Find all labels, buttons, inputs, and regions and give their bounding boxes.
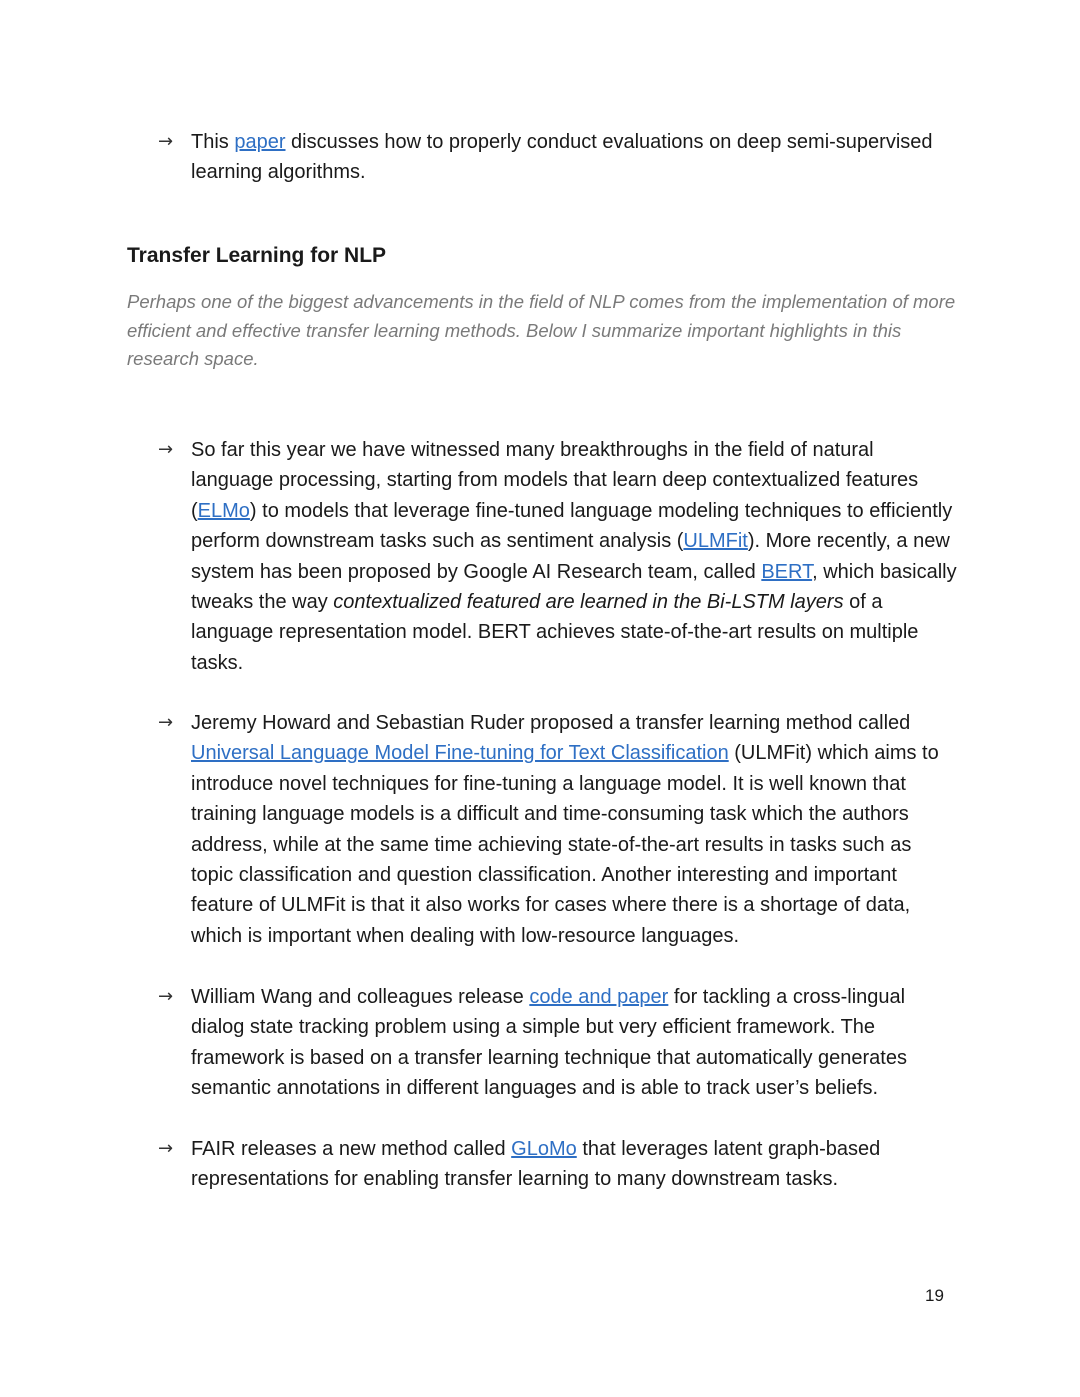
arrow-bullet-icon: → bbox=[158, 131, 174, 152]
arrow-bullet-icon: → bbox=[158, 986, 174, 1007]
list-item-text bbox=[191, 1134, 958, 1195]
text-segment: discusses how to properly conduct evaluations on deep semi-supervised learning algorithms. bbox=[191, 131, 933, 184]
ulmfit-link[interactable]: ULMFit bbox=[683, 530, 748, 553]
arrow-bullet-icon: → bbox=[158, 439, 174, 460]
list-item bbox=[158, 127, 958, 188]
section-intro: Perhaps one of the biggest advancements in the field of NLP comes from the implementation of more efficient and effective transfer learning methods. Below I summarize important highlights in this research space. bbox=[127, 291, 956, 369]
text-segment: This bbox=[191, 131, 235, 153]
text-segment: ). More recently, a new system has been proposed by Google AI Research team, called bbox=[191, 530, 950, 583]
text-segment: that leverages latent graph-based representations for enabling transfer learning to many downstream tasks. bbox=[191, 1138, 881, 1191]
list-item-text bbox=[191, 435, 958, 678]
bert-link[interactable]: BERT bbox=[761, 560, 813, 583]
text-segment: Jeremy Howard and Sebastian Ruder proposed a transfer learning method called bbox=[191, 712, 911, 734]
text-segment: FAIR releases a new method called bbox=[191, 1138, 512, 1160]
text-segment: for tackling a cross-lingual dialog state tracking problem using a simple but very efficient framework. The framework is based on a transfer learning technique that automatically generates semantic annotations in different languages and is able to track user’s beliefs. bbox=[191, 986, 907, 1100]
emphasized-text: contextualized featured are learned in the Bi-LSTM layers bbox=[333, 591, 844, 614]
text-segment: ) to models that leverage fine-tuned language modeling techniques to efficiently perform downstream tasks such as sentiment analysis ( bbox=[191, 499, 953, 553]
code-and-paper-link[interactable]: code and paper bbox=[529, 986, 669, 1008]
list-item bbox=[158, 435, 958, 678]
list-item-text bbox=[191, 127, 958, 188]
list-item bbox=[158, 1134, 958, 1195]
text-segment: William Wang and colleagues release bbox=[191, 986, 530, 1008]
text-segment: (ULMFit) which aims to introduce novel techniques for fine-tuning a language model. It is well known that training language models is a difficult and time-consuming task which the authors address, while at the same time achieving state-of-the-art results in tasks such as topic classification and question classification. Another interesting and important feature of ULMFit is that it also works for cases where there is a shortage of data, which is important when dealing with low-resource languages. bbox=[191, 742, 939, 947]
text-segment: So far this year we have witnessed many breakthroughs in the field of natural language processing, starting from models that learn deep contextualized features ( bbox=[191, 439, 919, 522]
text-segment: of a language representation model. BERT achieves state-of-the-art results on multiple tasks. bbox=[191, 591, 919, 674]
list-item-text bbox=[191, 708, 958, 951]
list-item bbox=[158, 708, 958, 951]
paper-link[interactable]: paper bbox=[234, 131, 286, 153]
text-segment: , which basically tweaks the way bbox=[191, 560, 957, 614]
arrow-bullet-icon: → bbox=[158, 712, 174, 733]
list-item bbox=[158, 982, 958, 1104]
glomo-link[interactable]: GLoMo bbox=[511, 1138, 577, 1160]
list-item-text bbox=[191, 982, 958, 1104]
elmo-link[interactable]: ELMo bbox=[197, 499, 250, 522]
ulmfit-paper-link[interactable]: Universal Language Model Fine-tuning for Text Classification bbox=[191, 742, 729, 765]
arrow-bullet-icon: → bbox=[158, 1138, 174, 1159]
section-heading: Transfer Learning for NLP bbox=[127, 244, 387, 267]
page-number: 19 bbox=[925, 1286, 944, 1305]
